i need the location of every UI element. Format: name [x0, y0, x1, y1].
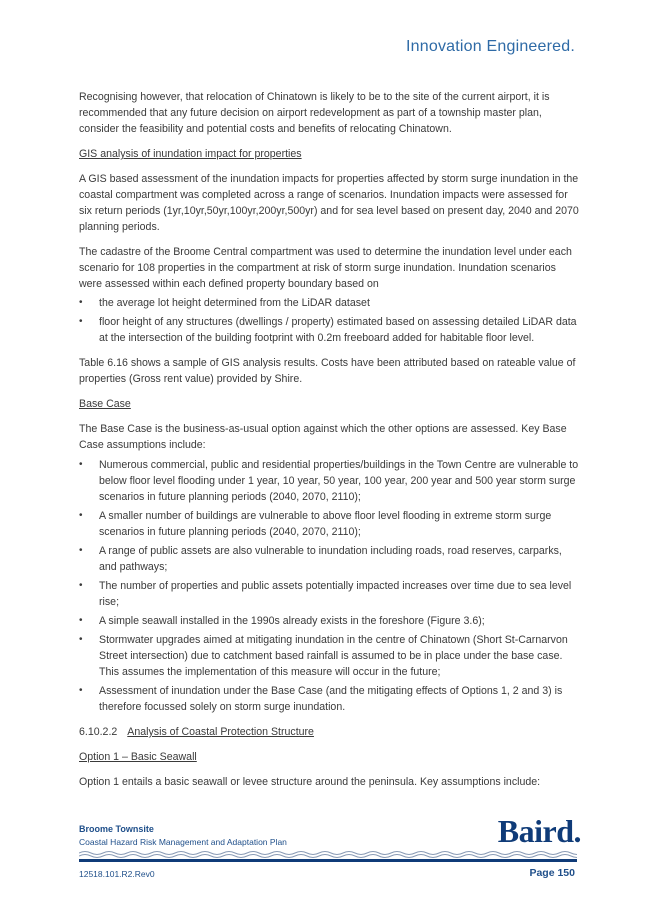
footer-subtitle: Coastal Hazard Risk Management and Adaptation Plan: [79, 837, 287, 847]
list-item: • Stormwater upgrades aimed at mitigating inundation in the centre of Chinatown (Short St-Carnarvon Street intersection) due to catchment based rainfall is assumed to be in place under the base case. This assumes the implementation of this measure will occur in the future;: [79, 632, 579, 680]
base-case-bullet-list: [79, 457, 579, 715]
option1-heading: Option 1 – Basic Seawall: [79, 751, 197, 763]
intro-paragraph: Recognising however, that relocation of Chinatown is likely to be to the site of the current airport, it is recommended that any future decision on airport redevelopment as part of a township master plan, consider the feasibility and potential costs and benefits of relocating Chinatown.: [79, 91, 550, 135]
list-item: • A range of public assets are also vulnerable to inundation including roads, road reserves, carparks, and pathways;: [79, 543, 579, 575]
footer-title: Broome Townsite: [79, 824, 154, 834]
gis-heading: GIS analysis of inundation impact for properties: [79, 148, 302, 160]
page-body: [79, 89, 579, 799]
gis-paragraph-3: Table 6.16 shows a sample of GIS analysis results. Costs have been attributed based on rateable value of properties (Gross rent value) provided by Shire.: [79, 357, 576, 385]
gis-paragraph-1: A GIS based assessment of the inundation impacts for properties affected by storm surge inundation in the coastal compartment was completed across a range of scenarios. Inundation impacts were assessed for six return periods (1yr,10yr,50yr,100yr,200yr,500yr) and for sea level based on present day, 2040 and 2070 planning periods.: [79, 173, 579, 233]
footer-wave-divider: [79, 849, 577, 863]
section-heading: [79, 724, 579, 740]
section-number: 6.10.2.2: [79, 726, 118, 738]
page-number: Page 150: [529, 867, 575, 879]
list-item: • Assessment of inundation under the Base Case (and the mitigating effects of Options 1, 2 and 3) is therefore focussed solely on storm surge inundation.: [79, 683, 579, 715]
base-case-heading: Base Case: [79, 398, 131, 410]
list-item: • Numerous commercial, public and residential properties/buildings in the Town Centre are vulnerable to below floor level flooding under 1 year, 10 year, 50 year, 100 year, 200 year and 500 year storm surge scenarios in future planning periods (2040, 2070, 2110);: [79, 457, 579, 505]
base-case-paragraph: The Base Case is the business-as-usual option against which the other options are assessed. Key Base Case assumptions include:: [79, 423, 567, 451]
list-item: • A simple seawall installed in the 1990s already exists in the foreshore (Figure 3.6);: [79, 613, 579, 629]
header-tagline: Innovation Engineered.: [406, 38, 575, 55]
option1-paragraph: Option 1 entails a basic seawall or levee structure around the peninsula. Key assumptions include:: [79, 776, 541, 788]
gis-bullet-list: [79, 295, 579, 346]
list-item: • The number of properties and public assets potentially impacted increases over time due to sea level rise;: [79, 578, 579, 610]
list-item: • A smaller number of buildings are vulnerable to above floor level flooding in extreme storm surge scenarios in future planning periods (2040, 2070, 2110);: [79, 508, 579, 540]
baird-logo: Baird.: [497, 813, 581, 849]
list-item: • floor height of any structures (dwellings / property) estimated based on assessing detailed LiDAR data at the intersection of the building footprint with 0.2m freeboard added for habitable floor level.: [79, 314, 579, 346]
document-reference: 12518.101.R2.Rev0: [79, 869, 155, 879]
list-item: • the average lot height determined from the LiDAR dataset: [79, 295, 579, 311]
gis-paragraph-2: The cadastre of the Broome Central compartment was used to determine the inundation level under each scenario for 108 properties in the compartment at risk of storm surge inundation. Inundation scenarios were assessed within each defined property boundary based on: [79, 246, 572, 290]
section-title: Analysis of Coastal Protection Structure: [127, 726, 314, 738]
